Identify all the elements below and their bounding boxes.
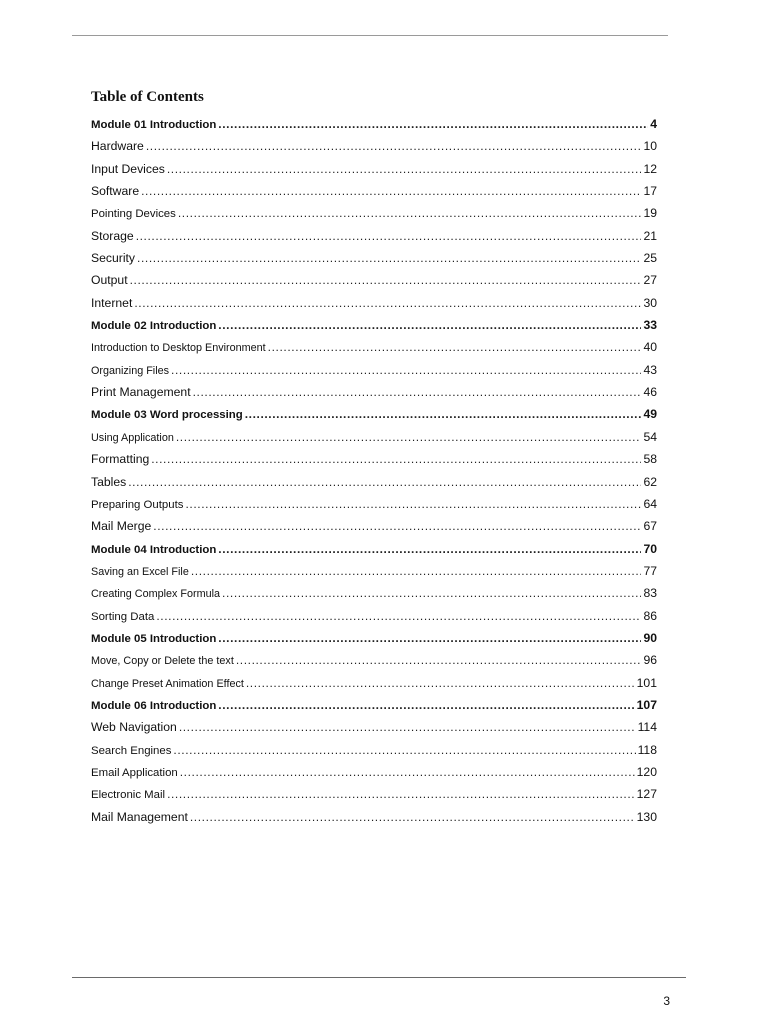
toc-entry-label: Saving an Excel File bbox=[91, 565, 189, 578]
toc-entry-page: 58 bbox=[643, 452, 657, 467]
toc-entry[interactable] bbox=[91, 542, 657, 564]
toc-entry[interactable] bbox=[91, 653, 657, 675]
toc-entry-page: 25 bbox=[643, 251, 657, 266]
toc-leader bbox=[153, 519, 641, 533]
toc-entry-page: 107 bbox=[636, 697, 657, 712]
toc-leader bbox=[173, 743, 635, 757]
toc-title: Table of Contents bbox=[91, 89, 204, 105]
toc-entry[interactable] bbox=[91, 497, 657, 519]
toc-entry-page: 130 bbox=[636, 809, 657, 824]
toc-entry-page: 19 bbox=[643, 206, 657, 221]
toc-leader bbox=[236, 653, 642, 667]
toc-entry-label: Mail Merge bbox=[91, 519, 152, 534]
toc-entry-label: Module 04 Introduction bbox=[91, 543, 217, 556]
toc-leader bbox=[190, 810, 635, 824]
toc-leader bbox=[180, 765, 635, 779]
toc-entry[interactable] bbox=[91, 609, 657, 631]
toc-leader bbox=[167, 787, 635, 801]
toc-entry-page: 90 bbox=[643, 630, 657, 645]
toc-entry-page: 127 bbox=[636, 787, 657, 802]
toc-entry-label: Electronic Mail bbox=[91, 789, 166, 802]
toc-leader bbox=[185, 497, 641, 511]
toc-entry-page: 77 bbox=[643, 563, 657, 578]
toc-entry[interactable] bbox=[91, 787, 657, 809]
toc-entry-page: 70 bbox=[643, 541, 657, 556]
toc-leader bbox=[128, 475, 641, 489]
toc-entry-label: Using Application bbox=[91, 431, 174, 444]
toc-leader bbox=[130, 273, 642, 287]
toc-entry-label: Tables bbox=[91, 474, 127, 489]
toc-entry[interactable] bbox=[91, 765, 657, 787]
toc-entry[interactable] bbox=[91, 720, 657, 742]
toc-entry[interactable] bbox=[91, 385, 657, 407]
toc-entry-page: 118 bbox=[637, 742, 657, 757]
toc-entry-page: 4 bbox=[650, 117, 657, 131]
toc-entry-label: Creating Complex Formula bbox=[91, 588, 221, 601]
toc-entry-page: 54 bbox=[643, 429, 657, 444]
toc-entry-label: Module 03 Word processing bbox=[91, 409, 243, 422]
toc-entry-label: Input Devices bbox=[91, 161, 165, 176]
toc-entry-page: 46 bbox=[643, 385, 657, 400]
toc-entry-page: 43 bbox=[643, 362, 657, 377]
toc-entry-page: 33 bbox=[643, 318, 657, 333]
toc-leader bbox=[167, 162, 642, 176]
toc-entry[interactable] bbox=[91, 139, 657, 161]
toc-entry[interactable] bbox=[91, 631, 657, 653]
toc-leader bbox=[141, 184, 641, 198]
toc-entry-label: Mail Management bbox=[91, 809, 188, 824]
toc-leader bbox=[218, 318, 641, 332]
toc-entry[interactable] bbox=[91, 407, 657, 429]
toc-entry[interactable] bbox=[91, 206, 657, 228]
toc-entry[interactable] bbox=[91, 251, 657, 273]
toc-entry-label: Module 06 Introduction bbox=[91, 699, 217, 712]
toc-leader bbox=[146, 139, 642, 153]
toc-entry-label: Pointing Devices bbox=[91, 208, 176, 221]
toc-entry-page: 120 bbox=[636, 764, 657, 779]
toc-leader bbox=[179, 720, 636, 734]
toc-entry-label: Module 05 Introduction bbox=[91, 632, 217, 645]
toc-leader bbox=[218, 542, 641, 556]
toc-leader bbox=[218, 117, 648, 131]
toc-leader bbox=[171, 363, 641, 377]
toc-entry-page: 27 bbox=[643, 273, 657, 288]
toc-leader bbox=[246, 676, 635, 690]
toc-leader bbox=[151, 452, 641, 466]
toc-entry-label: Module 02 Introduction bbox=[91, 320, 217, 333]
toc-entry[interactable] bbox=[91, 296, 657, 318]
toc-leader bbox=[191, 564, 642, 578]
toc-entry[interactable] bbox=[91, 430, 657, 452]
toc-entry-label: Module 01 Introduction bbox=[91, 119, 217, 131]
toc-entry[interactable] bbox=[91, 184, 657, 206]
toc-entry-page: 64 bbox=[643, 496, 657, 511]
toc-entry-label: Formatting bbox=[91, 452, 150, 467]
toc-leader bbox=[268, 340, 642, 354]
toc-entry[interactable] bbox=[91, 340, 657, 362]
toc-leader bbox=[245, 407, 642, 421]
toc-entry-label: Organizing Files bbox=[91, 364, 170, 377]
header-rule bbox=[72, 35, 668, 36]
toc-entry-page: 101 bbox=[636, 675, 657, 690]
toc-entry[interactable] bbox=[91, 452, 657, 474]
toc-entry-page: 86 bbox=[643, 608, 657, 623]
toc-entry[interactable] bbox=[91, 117, 657, 139]
toc-entry-page: 10 bbox=[643, 139, 657, 154]
page-number: 3 bbox=[663, 994, 670, 1008]
toc-entry-page: 40 bbox=[643, 340, 657, 355]
toc-list bbox=[91, 117, 657, 832]
toc-leader bbox=[218, 631, 641, 645]
toc-entry-label: Web Navigation bbox=[91, 720, 177, 735]
toc-entry-label: Sorting Data bbox=[91, 610, 155, 623]
toc-entry-label: Hardware bbox=[91, 139, 144, 154]
toc-leader bbox=[193, 385, 642, 399]
toc-entry-page: 96 bbox=[643, 653, 657, 668]
toc-entry-label: Print Management bbox=[91, 385, 191, 400]
toc-entry-page: 62 bbox=[643, 474, 657, 489]
toc-entry-page: 17 bbox=[643, 184, 657, 199]
toc-entry[interactable] bbox=[91, 318, 657, 340]
footer-rule bbox=[72, 977, 686, 978]
toc-entry-label: Software bbox=[91, 184, 140, 199]
toc-entry-page: 67 bbox=[643, 519, 657, 534]
toc-entry[interactable] bbox=[91, 676, 657, 698]
toc-entry-label: Introduction to Desktop Environment bbox=[91, 342, 266, 355]
toc-entry-label: Search Engines bbox=[91, 744, 172, 757]
toc-entry-label: Email Application bbox=[91, 766, 178, 779]
toc-entry-label: Move, Copy or Delete the text bbox=[91, 655, 234, 668]
toc-entry-label: Storage bbox=[91, 228, 134, 243]
toc-entry[interactable] bbox=[91, 162, 657, 184]
toc-leader bbox=[137, 251, 641, 265]
toc-entry[interactable] bbox=[91, 363, 657, 385]
toc-entry[interactable] bbox=[91, 519, 657, 541]
toc-entry-label: Security bbox=[91, 251, 136, 266]
toc-entry[interactable] bbox=[91, 743, 657, 765]
toc-leader bbox=[218, 698, 634, 712]
toc-entry-label: Preparing Outputs bbox=[91, 498, 184, 511]
toc-leader bbox=[134, 296, 641, 310]
toc-leader bbox=[222, 586, 641, 600]
toc-entry-label: Change Preset Animation Effect bbox=[91, 677, 244, 690]
toc-leader bbox=[156, 609, 641, 623]
toc-leader bbox=[176, 430, 642, 444]
toc-leader bbox=[178, 206, 642, 220]
toc-entry-page: 12 bbox=[643, 161, 657, 176]
toc-entry[interactable] bbox=[91, 586, 657, 608]
toc-entry-label: Output bbox=[91, 273, 128, 288]
toc-entry-page: 83 bbox=[643, 586, 657, 601]
toc-entry-page: 49 bbox=[643, 407, 657, 422]
toc-entry[interactable] bbox=[91, 273, 657, 295]
toc-entry-label: Internet bbox=[91, 295, 133, 310]
toc-entry[interactable] bbox=[91, 229, 657, 251]
toc-entry[interactable] bbox=[91, 810, 657, 832]
toc-entry-page: 114 bbox=[637, 720, 657, 735]
toc-entry[interactable] bbox=[91, 698, 657, 720]
toc-entry-page: 30 bbox=[643, 295, 657, 310]
toc-entry[interactable] bbox=[91, 564, 657, 586]
toc-entry[interactable] bbox=[91, 475, 657, 497]
toc-leader bbox=[136, 229, 642, 243]
toc-entry-page: 21 bbox=[643, 228, 657, 243]
